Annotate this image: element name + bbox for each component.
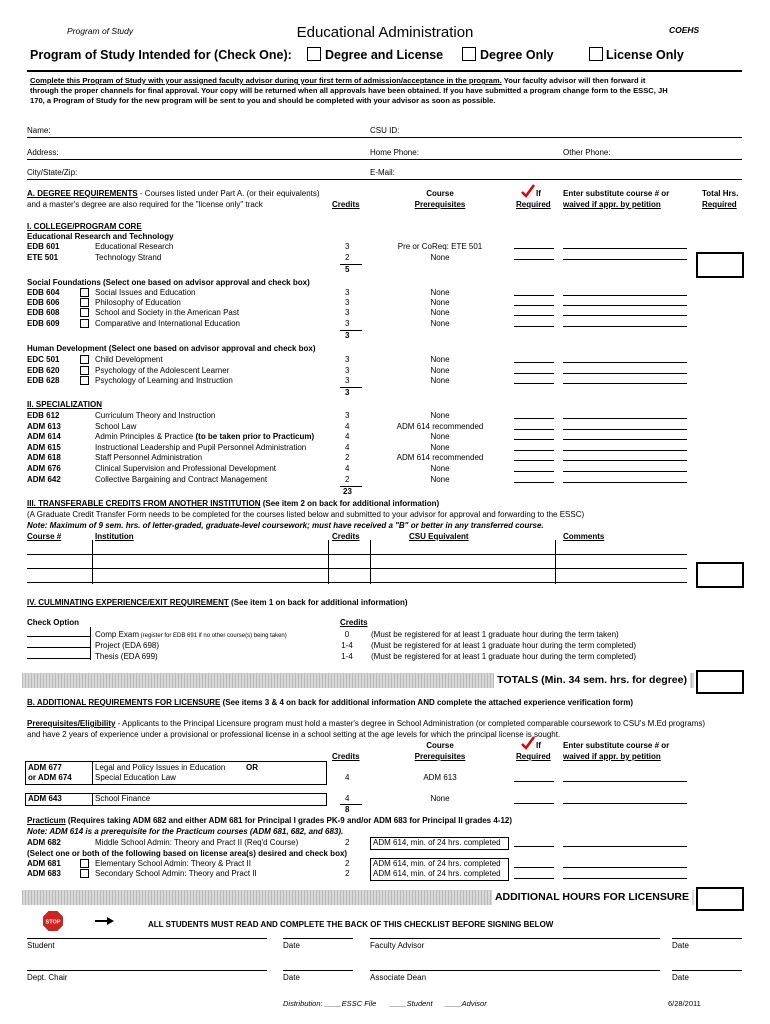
totals-box[interactable] (696, 670, 744, 694)
course-prereq: None (430, 298, 450, 307)
practicum-select: (Select one or both of the following based on license area(s) desired and check box) (27, 849, 348, 858)
entry-line[interactable] (514, 362, 554, 363)
entry-line[interactable] (563, 482, 687, 483)
course-name: Child Development (95, 355, 163, 364)
course-prereq: None (430, 432, 450, 441)
course-prereq: ADM 614, min. of 24 hrs. completed (373, 859, 501, 868)
course-code: EDB 628 (27, 376, 60, 385)
b-if-header: If (536, 741, 541, 750)
culm-note: (Must be registered for at least 1 graduate hour during the term completed) (371, 652, 637, 661)
code-divider (92, 761, 93, 784)
part-a-heading: A. DEGREE REQUIREMENTS (27, 189, 138, 198)
entry-line[interactable] (514, 326, 554, 327)
distribution-label: Distribution: (283, 999, 323, 1008)
course-credits: 3 (345, 308, 350, 317)
chair-sig-label: Dept. Chair (27, 973, 68, 982)
course-name: Social Issues and Education (95, 288, 196, 297)
date-line[interactable] (672, 970, 742, 971)
prereq-box (370, 837, 509, 850)
practicum-title: Practicum (27, 816, 66, 825)
culm-credits: 0 (344, 630, 350, 639)
culm-option: Project (EDA 698) (95, 641, 160, 650)
entry-line[interactable] (563, 259, 687, 260)
b-required-header: Required (516, 752, 551, 761)
intended-label: Program of Study Intended for (Check One): (30, 48, 292, 62)
student-sig-line[interactable] (27, 938, 267, 939)
course-prereq: None (430, 319, 450, 328)
culm-credits: 1-4 (341, 641, 353, 650)
col-comments: Comments (563, 532, 605, 541)
culm-title-line (27, 598, 408, 607)
distribution-essc: ____ESSC File (325, 999, 377, 1008)
practicum-note: Note: ADM 614 is a prerequisite for the Practicum courses (ADM 681, 682, and 683). (27, 827, 344, 836)
program-of-study-label: Program of Study (67, 26, 134, 36)
core-total: 5 (345, 265, 350, 274)
course-name-text: Instructional Leadership and Pupil Personnel Administration (95, 443, 307, 452)
prereq-header: Prerequisites (414, 200, 466, 209)
checkmark-icon (520, 736, 536, 750)
transfer-col-divider (92, 540, 93, 584)
course-prereq: None (430, 366, 450, 375)
entry-line[interactable] (563, 781, 687, 782)
prereq-text: - Applicants to the Principal Licensure program must hold a master's degree in School Administration (or completed comparable coursework to CSU's M.Ed programs) (115, 719, 706, 728)
total-required-header: Required (702, 200, 737, 209)
course-code: ADM 614 (27, 432, 61, 441)
degree-only-checkbox[interactable] (462, 47, 476, 61)
additional-hours-box[interactable] (696, 887, 744, 911)
entry-line[interactable] (514, 846, 554, 847)
course-code: or ADM 674 (28, 773, 72, 782)
course-checkbox[interactable] (80, 319, 89, 328)
course-name-text: Admin Principles & Practice (95, 432, 196, 441)
b-substitute-header: Enter substitute course # or (563, 741, 670, 750)
course-credits: 4 (345, 773, 350, 782)
course-name: Technology Strand (95, 253, 162, 262)
course-code: ADM 681 (27, 859, 61, 868)
entry-line[interactable] (514, 295, 554, 296)
transfer-note: Note: Maximum of 9 sem. hrs. of letter-graded, graduate-level coursework; must have received a "B" or better in any transferred course. (27, 521, 544, 530)
degree-and-license-checkbox[interactable] (307, 47, 321, 61)
course-prereq: ADM 614, min. of 24 hrs. completed (373, 838, 501, 847)
entry-line[interactable] (563, 878, 687, 879)
license-only-label: License Only (606, 48, 684, 62)
course-code: ADM 643 (28, 794, 62, 803)
course-credits: 3 (345, 366, 350, 375)
transfer-row-line[interactable] (27, 568, 687, 569)
check-line[interactable] (27, 636, 90, 637)
culm-see: (See item 1 on back for additional information) (228, 598, 408, 607)
culm-title: IV. CULMINATING EXPERIENCE/EXIT REQUIREMENT (27, 598, 229, 607)
substitute-header: Enter substitute course # or (563, 189, 670, 198)
course-checkbox[interactable] (80, 288, 89, 297)
course-credits: 4 (345, 794, 350, 803)
entry-line[interactable] (563, 846, 687, 847)
city-label: City/State/Zip: (27, 168, 78, 177)
course-name: Psychology of the Adolescent Learner (95, 366, 230, 375)
date-label: Date (672, 941, 689, 950)
part-b-title-line (27, 698, 633, 707)
course-code: ADM 682 (27, 838, 61, 847)
entry-line[interactable] (514, 248, 554, 249)
entry-line[interactable] (514, 439, 554, 440)
course-credits: 4 (345, 432, 350, 441)
entry-line[interactable] (563, 362, 687, 363)
col-credits: Credits (332, 532, 360, 541)
part-b-title: B. ADDITIONAL REQUIREMENTS FOR LICENSURE (27, 698, 221, 707)
license-only-checkbox[interactable] (589, 47, 603, 61)
course-checkbox[interactable] (80, 376, 89, 385)
course-name-text: Staff Personnel Administration (95, 453, 203, 462)
course-code: ADM 615 (27, 443, 61, 452)
course-prereq: ADM 614, min. of 24 hrs. completed (373, 869, 501, 878)
home-phone-label: Home Phone: (370, 148, 419, 157)
course-name (95, 453, 202, 462)
core-total-box[interactable] (696, 252, 744, 278)
entry-line[interactable] (514, 315, 554, 316)
part-b-see: (See items 3 & 4 on back for additional information AND complete the attached experience verification form) (220, 698, 634, 707)
course-credits: 2 (345, 859, 350, 868)
course-code: EDB 609 (27, 319, 60, 328)
dean-sig-line[interactable] (370, 970, 660, 971)
subtotal-rule (340, 330, 362, 331)
prereq-line (27, 719, 705, 728)
transfer-col-divider (555, 540, 556, 584)
course-code: ADM 642 (27, 475, 61, 484)
entry-line[interactable] (563, 803, 687, 804)
advisor-sig-line[interactable] (370, 938, 660, 939)
b-course-header: Course (426, 741, 454, 750)
transfer-see: (See item 2 on back for additional information) (260, 499, 440, 508)
course-code: ADM 613 (27, 422, 61, 431)
course-prereq: ADM 614 recommended (396, 453, 484, 462)
course-name (95, 422, 136, 431)
course-name: Middle School Admin: Theory and Pract II (Req'd Course) (95, 838, 299, 847)
intro-underlined: Complete this Program of Study with your assigned faculty advisor during your first term of admission/acceptance in the program. (30, 76, 502, 85)
col-course-num: Course # (27, 532, 62, 541)
entry-line[interactable] (563, 315, 687, 316)
course-code: ADM 618 (27, 453, 61, 462)
culm-option (95, 630, 287, 639)
entry-line[interactable] (563, 867, 687, 868)
transfer-row-line[interactable] (27, 554, 687, 555)
course-code: ETE 501 (27, 253, 59, 262)
additional-hours-label: ADDITIONAL HOURS FOR LICENSURE (492, 890, 692, 905)
course-name: School Finance (95, 794, 151, 803)
course-checkbox[interactable] (80, 366, 89, 375)
spec-total: 23 (343, 487, 352, 496)
course-name-text: Clinical Supervision and Professional Development (95, 464, 276, 473)
entry-line[interactable] (563, 383, 687, 384)
social-title: Social Foundations (Select one based on advisor approval and check box) (27, 278, 310, 287)
human-total: 3 (345, 388, 350, 397)
email-label: E-Mail: (370, 168, 395, 177)
course-code: ADM 677 (28, 763, 62, 772)
entry-line[interactable] (563, 305, 687, 306)
entry-line[interactable] (563, 326, 687, 327)
required-header: Required (516, 200, 551, 209)
course-name (95, 411, 215, 420)
col-institution: Institution (95, 532, 134, 541)
course-name: Comparative and International Education (95, 319, 240, 328)
course-code: EDB 612 (27, 411, 60, 420)
entry-line[interactable] (514, 460, 554, 461)
core-subtitle: Educational Research and Technology (27, 232, 174, 241)
subtotal-rule (340, 387, 362, 388)
entry-line[interactable] (514, 878, 554, 879)
subtotal-rule (340, 264, 362, 265)
check-line[interactable] (27, 647, 90, 648)
check-divider (90, 627, 91, 660)
course-name: Psychology of Learning and Instruction (95, 376, 233, 385)
course-prereq: None (430, 794, 450, 803)
entry-line[interactable] (514, 305, 554, 306)
course-prereq: None (430, 355, 450, 364)
distribution-student: ____Student (390, 999, 433, 1008)
course-name: Secondary School Admin: Theory and Pract II (95, 869, 257, 878)
entry-line[interactable] (563, 418, 687, 419)
course-name-text: School Law (95, 422, 137, 431)
course-prereq: None (430, 376, 450, 385)
part-a-desc2: and a master's degree are also required for the "license only" track (27, 200, 263, 209)
core-title: I. COLLEGE/PROGRAM CORE (27, 222, 142, 231)
header-rule (27, 70, 742, 72)
course-credits: 3 (345, 298, 350, 307)
course-credits: 4 (345, 464, 350, 473)
course-prereq: Pre or CoReq: ETE 501 (397, 242, 483, 251)
version-date: 6/28/2011 (668, 999, 701, 1008)
if-header: If (536, 189, 541, 198)
course-credits: 3 (345, 411, 350, 420)
course-credits: 2 (345, 869, 350, 878)
part-a-title (27, 189, 320, 198)
entry-line[interactable] (514, 418, 554, 419)
culm-option: Thesis (EDA 699) (95, 652, 158, 661)
culm-option-note: (register for EDB 691 if no other course(s) being taken) (139, 633, 287, 639)
course-name: Elementary School Admin: Theory & Pract II (95, 859, 251, 868)
transfer-total-box[interactable] (696, 562, 744, 588)
entry-line[interactable] (514, 781, 554, 782)
course-name: School and Society in the American Past (95, 308, 240, 317)
course-code: EDB 606 (27, 298, 60, 307)
adm-643-box (25, 793, 327, 806)
transfer-title-line (27, 499, 439, 508)
practicum-title-line (27, 816, 512, 825)
name-field-line[interactable] (27, 137, 742, 138)
course-prereq: ADM 614 recommended (396, 422, 484, 431)
entry-line[interactable] (563, 429, 687, 430)
check-line[interactable] (27, 658, 90, 659)
part-b-subtotal: 8 (345, 805, 350, 814)
check-option-label: Check Option (27, 618, 80, 627)
course-name-text: Collective Bargaining and Contract Management (95, 475, 268, 484)
course-name: Special Education Law (95, 773, 176, 782)
entry-line[interactable] (514, 471, 554, 472)
course-credits: 4 (345, 422, 350, 431)
prereq-title: Prerequisites/Eligibility (27, 719, 116, 728)
transfer-col-divider (370, 540, 371, 584)
culm-option-name: Comp Exam (95, 630, 140, 639)
entry-line[interactable] (514, 482, 554, 483)
entry-line[interactable] (563, 373, 687, 374)
total-hrs-header: Total Hrs. (702, 189, 739, 198)
course-credits: 2 (345, 453, 350, 462)
course-prereq: None (430, 253, 450, 262)
entry-line[interactable] (563, 450, 687, 451)
course-prereq: None (430, 411, 450, 420)
practicum-desc: (Requires taking ADM 682 and either ADM 681 for Principal I grades PK-9 and/or ADM 683 for Principal II grades 4-12) (65, 816, 513, 825)
course-name: Legal and Policy Issues in Education (95, 763, 226, 772)
other-phone-label: Other Phone: (563, 148, 611, 157)
course-prereq: None (430, 443, 450, 452)
entry-line[interactable] (514, 867, 554, 868)
culm-note: (Must be registered for at least 1 graduate hour during the term completed) (371, 641, 637, 650)
course-name: Educational Research (95, 242, 174, 251)
address-label: Address: (27, 148, 59, 157)
course-name (95, 432, 314, 441)
entry-line[interactable] (514, 383, 554, 384)
city-field-line[interactable] (27, 179, 742, 180)
date-label: Date (283, 973, 300, 982)
chair-sig-line[interactable] (27, 970, 267, 971)
date-line[interactable] (283, 970, 353, 971)
course-name (95, 464, 276, 473)
course-credits: 3 (345, 376, 350, 385)
entry-line[interactable] (563, 248, 687, 249)
human-title: Human Development (Select one based on advisor approval and check box) (27, 344, 316, 353)
course-checkbox[interactable] (80, 308, 89, 317)
entry-line[interactable] (514, 803, 554, 804)
spec-title: II. SPECIALIZATION (27, 400, 102, 409)
entry-line[interactable] (514, 259, 554, 260)
entry-line[interactable] (563, 439, 687, 440)
entry-line[interactable] (514, 429, 554, 430)
intro-line-2: through the proper channels for final approval. Your copy will be returned when all approvals have been obtained. If you have submitted a program change form to the ESSC, JH (30, 86, 668, 95)
b-waived-header: waived if appr. by petition (563, 752, 661, 761)
entry-line[interactable] (563, 295, 687, 296)
course-credits: 3 (345, 242, 350, 251)
course-code: ADM 683 (27, 869, 61, 878)
course-credits: 3 (345, 355, 350, 364)
course-code: ADM 676 (27, 464, 61, 473)
advisor-sig-label: Faculty Advisor (370, 941, 425, 950)
course-prereq: None (430, 288, 450, 297)
totals-label: TOTALS (Min. 34 sem. hrs. for degree) (494, 673, 690, 688)
culm-credits-header: Credits (340, 618, 368, 627)
course-checkbox[interactable] (80, 869, 89, 878)
address-field-line[interactable] (27, 159, 742, 160)
intro-line-1 (30, 76, 645, 85)
page-title: Educational Administration (296, 24, 474, 41)
course-code: EDC 501 (27, 355, 60, 364)
or-label: OR (246, 763, 258, 772)
b-prereq-header: Prerequisites (414, 752, 466, 761)
course-prereq: None (430, 475, 450, 484)
checkmark-icon (520, 184, 536, 198)
course-note: (to be taken prior to Practicum) (195, 432, 315, 441)
course-code: EDB 601 (27, 242, 60, 251)
culm-credits: 1-4 (341, 652, 353, 661)
date-label: Date (672, 973, 689, 982)
date-line[interactable] (672, 938, 742, 939)
waived-header: waived if appr. by petition (563, 200, 661, 209)
course-prereq: None (430, 308, 450, 317)
stop-sign-icon (43, 911, 63, 931)
course-checkbox[interactable] (80, 859, 89, 868)
code-divider (92, 793, 93, 805)
distribution-advisor: ____Advisor (445, 999, 487, 1008)
course-credits: 2 (345, 253, 350, 262)
culm-note: (Must be registered for at least 1 graduate hour during the term taken) (371, 630, 619, 639)
stop-sign-text: STOP (45, 919, 61, 926)
course-prereq: ADM 613 (423, 773, 457, 782)
entry-line[interactable] (563, 460, 687, 461)
course-checkbox[interactable] (80, 298, 89, 307)
entry-line[interactable] (514, 373, 554, 374)
intro-line-3: 170, a Program of Study for the new program will be sent to you and should be completed with your advisor as soon as possible. (30, 96, 496, 105)
course-credits: 2 (345, 838, 350, 847)
arrow-right-icon (95, 916, 115, 926)
course-header: Course (426, 189, 454, 198)
social-total: 3 (345, 331, 350, 340)
credits-header: Credits (332, 200, 360, 209)
course-credits: 2 (345, 475, 350, 484)
course-credits: 3 (345, 288, 350, 297)
course-name: Philosophy of Education (95, 298, 181, 307)
transfer-col-divider (328, 540, 329, 584)
course-name (95, 443, 306, 452)
transfer-row-line[interactable] (27, 582, 687, 583)
entry-line[interactable] (514, 450, 554, 451)
course-name (95, 475, 267, 484)
entry-line[interactable] (563, 471, 687, 472)
prereq-text-2: and have 2 years of experience under a provisional or professional license in a school setting at the age levels for which the principal license is sought. (27, 730, 561, 739)
part-a-desc: - Courses listed under Part A. (or their equivalents) (137, 189, 320, 198)
course-code: EDB 604 (27, 288, 60, 297)
course-name-text: Curriculum Theory and Instruction (95, 411, 216, 420)
prereq-box (370, 858, 509, 881)
transfer-title: III. TRANSFERABLE CREDITS FROM ANOTHER INSTITUTION (27, 499, 261, 508)
date-label: Date (283, 941, 300, 950)
degree-only-label: Degree Only (480, 48, 554, 62)
subtotal-rule (340, 804, 362, 805)
degree-and-license-label: Degree and License (325, 48, 444, 62)
dean-sig-label: Associate Dean (370, 973, 427, 982)
transfer-line1: (A Graduate Credit Transfer Form needs to be completed for the courses listed below and submitted to your advisor for approval and forwarding to the ESSC) (27, 510, 585, 519)
student-sig-label: Student (27, 941, 55, 950)
course-code: EDB 620 (27, 366, 60, 375)
intro-rest: Your faculty advisor will then forward it (501, 76, 646, 85)
college-label: COEHS (669, 25, 700, 35)
course-checkbox[interactable] (80, 355, 89, 364)
name-label: Name: (27, 126, 51, 135)
date-line[interactable] (283, 938, 353, 939)
course-code: EDB 608 (27, 308, 60, 317)
course-credits: 3 (345, 319, 350, 328)
csu-id-label: CSU ID: (370, 126, 400, 135)
course-credits: 4 (345, 443, 350, 452)
col-csu-equivalent: CSU Equivalent (409, 532, 469, 541)
course-prereq: None (430, 464, 450, 473)
footer-notice: ALL STUDENTS MUST READ AND COMPLETE THE BACK OF THIS CHECKLIST BEFORE SIGNING BELOW (148, 920, 554, 929)
b-credits-header: Credits (332, 752, 360, 761)
